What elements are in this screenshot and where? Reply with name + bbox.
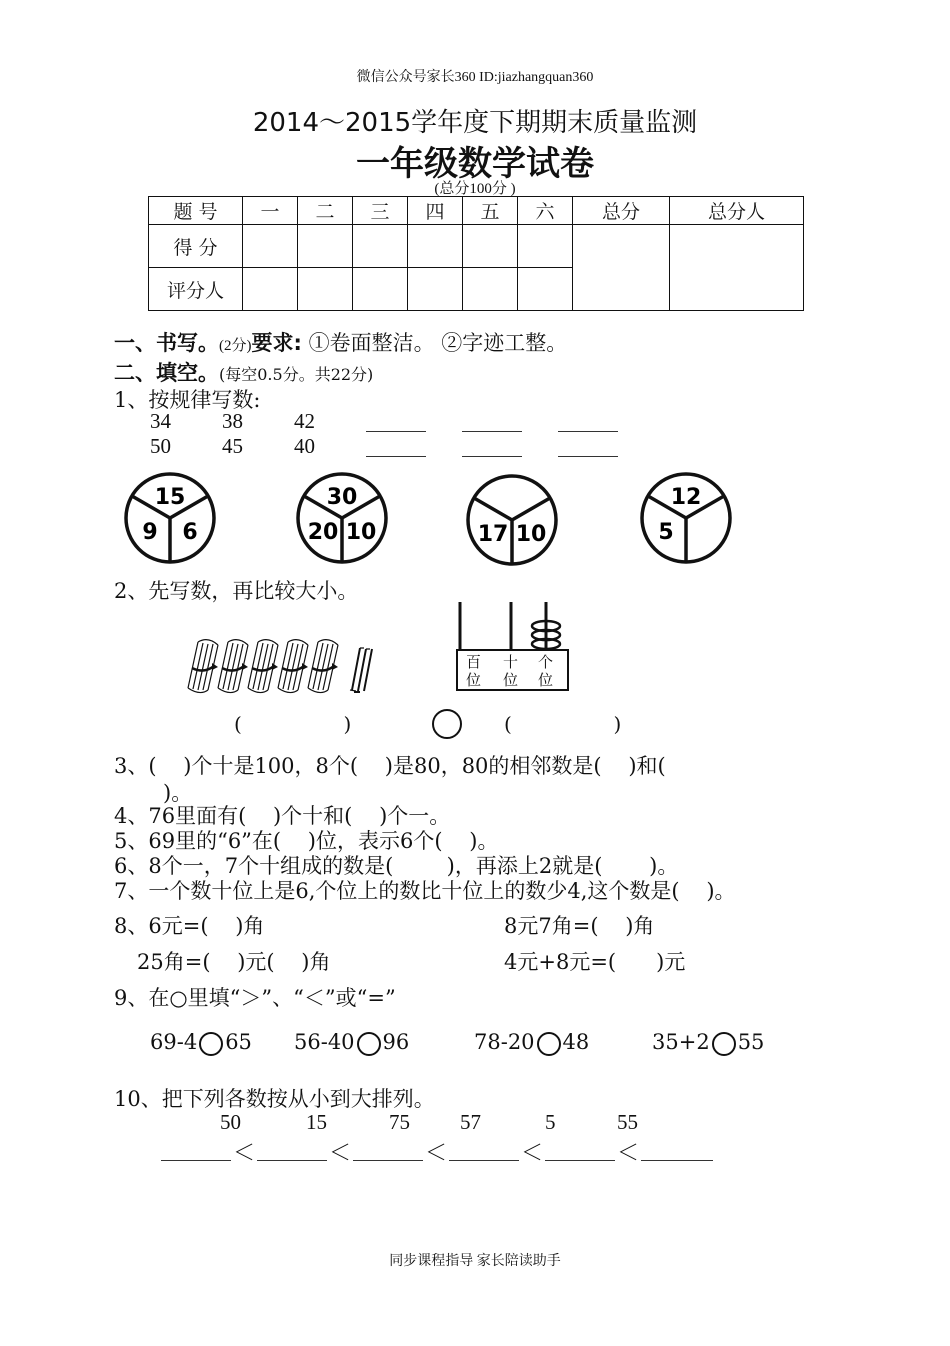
score-cell[interactable]	[298, 225, 353, 268]
section1	[114, 327, 567, 357]
number-wheel	[298, 474, 386, 562]
table-header: 六	[518, 197, 573, 225]
total-note: (总分100分 )	[434, 181, 516, 197]
ten-stick-bundle	[278, 640, 308, 693]
q7: 7、一个数十位上是6,个位上的数比十位上的数少4,这个数是( )。	[114, 879, 736, 903]
q9-left: 56-40	[294, 1030, 355, 1054]
compare-circle[interactable]	[432, 709, 462, 739]
compare-circle[interactable]	[199, 1032, 223, 1056]
ten-stick-bundle	[188, 640, 218, 693]
q10-number: 5	[545, 1110, 556, 1134]
answer-blank[interactable]	[545, 1160, 615, 1161]
number-wheel	[126, 474, 214, 562]
q1-row1-num: 42	[294, 409, 315, 433]
section2	[114, 357, 373, 387]
answer-blank[interactable]	[558, 431, 618, 432]
score-cell[interactable]	[408, 225, 463, 268]
q9-item	[294, 1030, 409, 1056]
row-label-grader: 评分人	[149, 268, 243, 311]
ten-stick-bundle	[218, 640, 248, 693]
grader-cell[interactable]	[298, 268, 353, 311]
q10-number: 75	[389, 1110, 410, 1134]
answer-blank[interactable]	[462, 456, 522, 457]
q1-row2-num: 50	[150, 434, 171, 458]
less-than-sign: ＜	[521, 1141, 544, 1166]
section1-label: 一、书写。	[114, 331, 219, 355]
abacus-label-ones: 个 位	[538, 653, 554, 689]
abacus-label-tens: 十 位	[503, 653, 519, 689]
compare-circle[interactable]	[357, 1032, 381, 1056]
wheel-right: 6	[182, 520, 198, 545]
less-than-sign: ＜	[329, 1141, 352, 1166]
q10-text: 10、把下列各数按从小到大排列。	[114, 1087, 435, 1111]
q9-right: 65	[225, 1030, 252, 1054]
abacus-label-hundreds: 百 位	[466, 653, 482, 689]
q9-item	[474, 1030, 589, 1056]
q4: 4、76里面有( )个十和( )个一。	[114, 804, 451, 828]
title-line1: 2014～2015学年度下期期末质量监测	[252, 108, 698, 138]
answer-blank[interactable]	[558, 456, 618, 457]
q9-left: 35+2	[652, 1030, 710, 1054]
q2-paren-right[interactable]: ( )	[504, 712, 622, 736]
wheel-right: 10	[345, 520, 377, 545]
q1-row2-num: 40	[294, 434, 315, 458]
page-title: 一年级数学试卷	[356, 144, 594, 184]
q10-number: 55	[617, 1110, 638, 1134]
q3-line2: )。	[163, 781, 193, 805]
total-scorer-cell[interactable]	[670, 225, 804, 311]
grader-cell[interactable]	[518, 268, 573, 311]
watermark-top: 微信公众号家长360 ID:jiazhangquan360	[356, 70, 594, 85]
q1-row2-num: 45	[222, 434, 243, 458]
stick-bundles-image	[184, 636, 394, 698]
answer-blank[interactable]	[449, 1160, 519, 1161]
table-header: 三	[353, 197, 408, 225]
q9-item	[652, 1030, 764, 1056]
table-header: 总分人	[670, 197, 804, 225]
q9-left: 69-4	[150, 1030, 198, 1054]
q9-text: 9、在○里填“＞”、“＜”或“=”	[114, 986, 396, 1010]
table-header: 五	[463, 197, 518, 225]
q6: 6、8个一，7个十组成的数是( )，再添上2就是( )。	[114, 854, 679, 878]
footer: 同步课程指导 家长陪读助手	[389, 1254, 561, 1269]
grader-cell[interactable]	[353, 268, 408, 311]
wheel-left: 9	[142, 520, 158, 545]
answer-blank[interactable]	[641, 1160, 713, 1161]
wheel-right: 10	[515, 522, 547, 547]
table-header: 题 号	[149, 197, 243, 225]
table-header: 二	[298, 197, 353, 225]
q9-right: 48	[562, 1030, 590, 1054]
compare-circle[interactable]	[712, 1032, 736, 1056]
number-wheels	[120, 470, 740, 570]
answer-blank[interactable]	[353, 1160, 423, 1161]
number-wheel	[642, 474, 730, 562]
q9-item	[150, 1030, 252, 1056]
score-cell[interactable]	[518, 225, 573, 268]
q10-number: 57	[460, 1110, 481, 1134]
score-table	[148, 196, 804, 311]
score-cell[interactable]	[463, 225, 518, 268]
less-than-sign: ＜	[617, 1141, 640, 1166]
section1-req-text: ①卷面整洁。 ②字迹工整。	[308, 331, 568, 355]
answer-blank[interactable]	[161, 1160, 231, 1161]
grader-cell[interactable]	[463, 268, 518, 311]
answer-blank[interactable]	[462, 431, 522, 432]
section2-label: 二、填空。	[114, 361, 219, 385]
wheel-top: 12	[670, 485, 702, 510]
number-wheel	[468, 476, 556, 564]
section1-req-label: 要求:	[251, 331, 302, 355]
q1-row1-num: 34	[150, 409, 171, 433]
q1-row1-num: 38	[222, 409, 243, 433]
wheel-left: 17	[477, 522, 509, 547]
row-label-score: 得 分	[149, 225, 243, 268]
wheel-left: 5	[658, 520, 674, 545]
table-header: 一	[243, 197, 298, 225]
q10-number: 15	[306, 1110, 327, 1134]
table-header: 四	[408, 197, 463, 225]
grader-cell[interactable]	[408, 268, 463, 311]
q8-a: 8、6元=( )角	[114, 914, 265, 938]
q5: 5、69里的“6”在( )位，表示6个( )。	[114, 829, 499, 853]
q10-number: 50	[220, 1110, 241, 1134]
q9-left: 78-20	[474, 1030, 535, 1054]
grader-cell[interactable]	[243, 268, 298, 311]
score-cell[interactable]	[243, 225, 298, 268]
q1-text: 1、按规律写数:	[114, 388, 261, 412]
ten-stick-bundle	[248, 640, 278, 693]
q8-c: 25角=( )元( )角	[137, 950, 331, 974]
q2-paren-left[interactable]: ( )	[234, 712, 352, 736]
wheel-top: 15	[154, 485, 186, 510]
abacus	[456, 602, 570, 692]
wheel-top: 30	[326, 485, 358, 510]
q8-d: 4元+8元=( )元	[504, 950, 686, 974]
q2-text: 2、先写数，再比较大小。	[114, 579, 359, 603]
table-header: 总分	[573, 197, 670, 225]
single-sticks	[350, 648, 372, 692]
section1-points: (2分)	[219, 338, 252, 354]
answer-blank[interactable]	[366, 456, 426, 457]
q3-line1: 3、( )个十是100，8个( )是80，80的相邻数是( )和(	[114, 754, 666, 778]
wheel-left: 20	[307, 520, 339, 545]
less-than-sign: ＜	[425, 1141, 448, 1166]
q8-b: 8元7角=( )角	[504, 914, 655, 938]
score-cell[interactable]	[353, 225, 408, 268]
total-score-cell[interactable]	[573, 225, 670, 311]
answer-blank[interactable]	[257, 1160, 327, 1161]
q9-right: 96	[382, 1030, 410, 1054]
compare-circle[interactable]	[537, 1032, 561, 1056]
ten-stick-bundle	[308, 640, 338, 693]
less-than-sign: ＜	[233, 1141, 256, 1166]
section2-points: (每空0.5分。共22分)	[219, 365, 374, 384]
answer-blank[interactable]	[366, 431, 426, 432]
q9-right: 55	[737, 1030, 765, 1054]
